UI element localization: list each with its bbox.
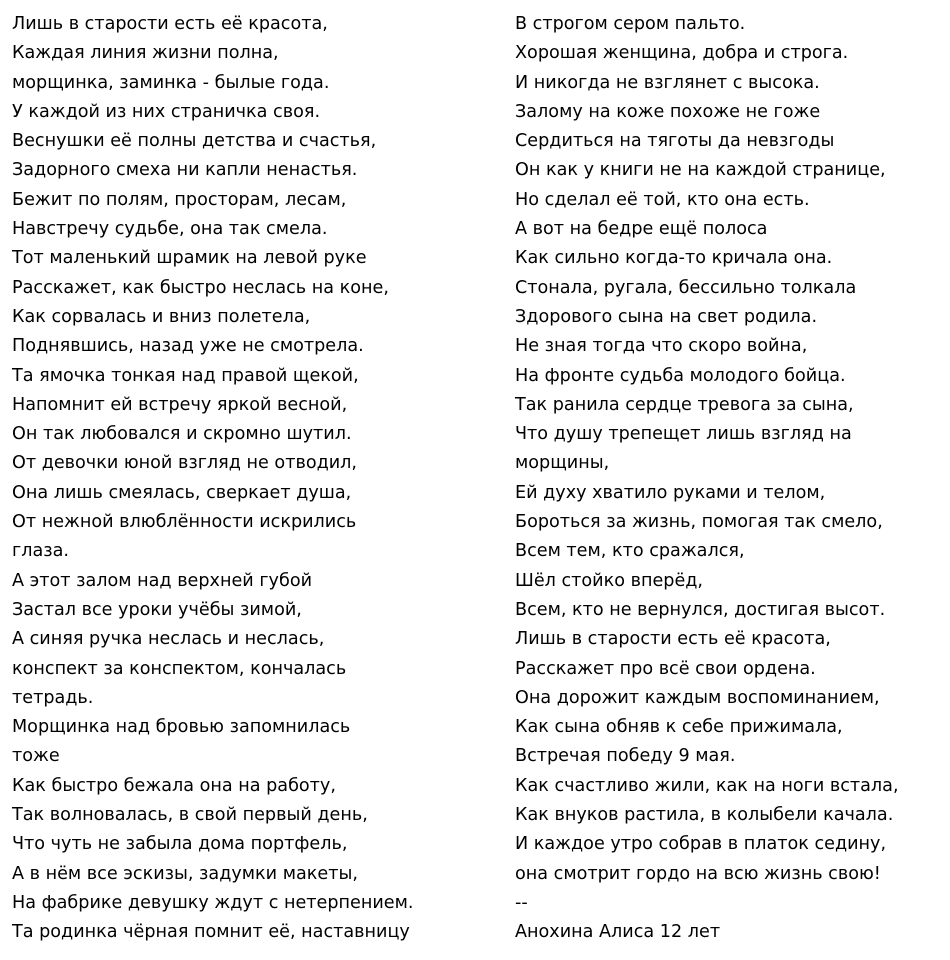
poem-line: тетрадь. <box>12 687 94 708</box>
poem-line: Как сына обняв к себе прижимала, <box>515 717 843 738</box>
poem-line: морщины, <box>515 453 610 474</box>
poem-line: глаза. <box>12 541 69 562</box>
poem-line: Бороться за жизнь, помогая так смело, <box>515 512 883 533</box>
poem-line: Здорового сына на свет родила. <box>515 306 818 327</box>
poem-line: тоже <box>12 746 60 767</box>
poem-right-column <box>515 10 947 948</box>
poem-line: Он так любовался и скромно шутил. <box>12 424 352 445</box>
poem-line: Задорного смеха ни капли ненастья. <box>12 160 358 181</box>
poem-line: Всем тем, кто сражался, <box>515 541 745 562</box>
poem-line: Веснушки её полны детства и счастья, <box>12 131 377 152</box>
poem-author: Анохина Алиса 12 лет <box>515 922 721 943</box>
poem-line: Так волновалась, в свой первый день, <box>12 805 368 826</box>
poem-line: Она дорожит каждым воспоминанием, <box>515 687 880 708</box>
poem-line: У каждой из них страничка своя. <box>12 101 321 122</box>
poem-line: Не зная тогда что скоро война, <box>515 336 808 357</box>
poem-line: Хорошая женщина, добра и строга. <box>515 43 849 64</box>
poem-line: Напомнит ей встречу яркой весной, <box>12 394 348 415</box>
poem-line: На фронте судьба молодого бойца. <box>515 365 846 386</box>
poem-line: И каждое утро собрав в платок седину, <box>515 834 887 855</box>
poem-line: Всем, кто не вернулся, достигая высот. <box>515 599 886 620</box>
poem-line: От девочки юной взгляд не отводил, <box>12 453 358 474</box>
poem-line: Навстречу судьбе, она так смела. <box>12 219 328 240</box>
poem-line: А вот на бедре ещё полоса <box>515 219 768 240</box>
poem-line: Что душу трепещет лишь взгляд на <box>515 424 852 445</box>
poem-left-column <box>12 10 482 948</box>
poem-line: Тот маленький шрамик на левой руке <box>12 248 367 269</box>
poem-line: Та родинка чёрная помнит её, наставницу <box>12 922 410 943</box>
poem-line: Бежит по полям, просторам, лесам, <box>12 189 347 210</box>
poem-line: В строгом сером пальто. <box>515 14 746 34</box>
poem-line: Как сорвалась и вниз полетела, <box>12 306 311 327</box>
poem-line: Каждая линия жизни полна, <box>12 43 279 64</box>
poem-line: Что чуть не забыла дома портфель, <box>12 834 348 855</box>
poem-line: Сердиться на тяготы да невзгоды <box>515 131 835 152</box>
poem-line: Лишь в старости есть её красота, <box>12 14 328 34</box>
poem-line: Но сделал её той, кто она есть. <box>515 189 810 210</box>
poem-line: И никогда не взглянет с высока. <box>515 72 820 93</box>
poem-line: Ей духу хватило руками и телом, <box>515 482 826 503</box>
poem-line: Как внуков растила, в колыбели качала. <box>515 805 894 826</box>
poem-line: А этот залом над верхней губой <box>12 570 313 591</box>
poem-line: Залому на коже похоже не гоже <box>515 101 821 122</box>
poem-line: Расскажет, как быстро неслась на коне, <box>12 277 389 298</box>
poem-line: Застал все уроки учёбы зимой, <box>12 599 302 620</box>
poem-line: А в нём все эскизы, задумки макеты, <box>12 863 358 884</box>
poem-line: она смотрит гордо на всю жизнь свою! <box>515 863 881 884</box>
poem-line: Морщинка над бровью запомнилась <box>12 717 351 738</box>
poem-line: Поднявшись, назад уже не смотрела. <box>12 336 364 357</box>
poem-line: На фабрике девушку ждут с нетерпением. <box>12 892 414 913</box>
poem-line: морщинка, заминка - былые года. <box>12 72 330 93</box>
poem-line: Встречая победу 9 мая. <box>515 746 736 767</box>
poem-line: Как быстро бежала она на работу, <box>12 775 336 796</box>
poem-line: Как счастливо жили, как на ноги встала, <box>515 775 899 796</box>
poem-line: Расскажет про всё свои ордена. <box>515 658 816 679</box>
poem-line: Та ямочка тонкая над правой щекой, <box>12 365 359 386</box>
poem-line: Лишь в старости есть её красота, <box>515 629 831 650</box>
poem-line: Как сильно когда-то кричала она. <box>515 248 833 269</box>
poem-line: Она лишь смеялась, сверкает душа, <box>12 482 352 503</box>
poem-line: Стонала, ругала, бессильно толкала <box>515 277 857 298</box>
poem-line: Он как у книги не на каждой странице, <box>515 160 886 181</box>
poem-line: конспект за конспектом, кончалась <box>12 658 347 679</box>
poem-line: Шёл стойко вперёд, <box>515 570 704 591</box>
poem-line: Так ранила сердце тревога за сына, <box>515 394 854 415</box>
poem-line: А синяя ручка неслась и неслась, <box>12 629 325 650</box>
poem-separator: -- <box>515 892 528 913</box>
poem-line: От нежной влюблённости искрились <box>12 512 357 533</box>
